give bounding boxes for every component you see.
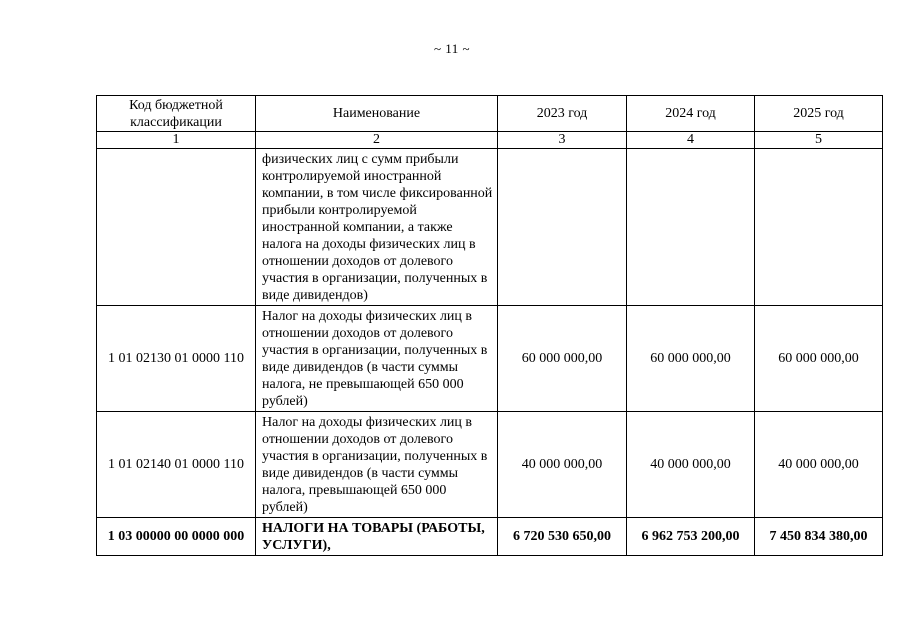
budget-table — [96, 95, 883, 556]
header-name: Наименование — [256, 96, 498, 132]
column-number: 5 — [755, 132, 883, 149]
value-2023: 40 000 000,00 — [498, 412, 627, 518]
item-name: Налог на доходы физических лиц в отношении доходов от долевого участия в организации, полученных в виде дивидендов (в части суммы налога, не превышающей 650 000 рублей) — [256, 306, 498, 412]
item-name: Налог на доходы физических лиц в отношении доходов от долевого участия в организации, полученных в виде дивидендов (в части суммы налога, превышающей 650 000 рублей) — [256, 412, 498, 518]
header-2023: 2023 год — [498, 96, 627, 132]
column-number-row — [97, 132, 883, 149]
table-row-total — [97, 518, 883, 556]
column-number: 3 — [498, 132, 627, 149]
table-row — [97, 306, 883, 412]
value-2024: 60 000 000,00 — [627, 306, 755, 412]
table-row — [97, 412, 883, 518]
header-2025: 2025 год — [755, 96, 883, 132]
item-name: НАЛОГИ НА ТОВАРЫ (РАБОТЫ, УСЛУГИ), — [256, 518, 498, 556]
value-2025 — [755, 149, 883, 306]
header-2024: 2024 год — [627, 96, 755, 132]
value-2023 — [498, 149, 627, 306]
value-2023: 6 720 530 650,00 — [498, 518, 627, 556]
header-code: Код бюджетной классификации — [97, 96, 256, 132]
value-2023: 60 000 000,00 — [498, 306, 627, 412]
value-2025: 60 000 000,00 — [755, 306, 883, 412]
table-row — [97, 149, 883, 306]
column-number: 2 — [256, 132, 498, 149]
value-2024 — [627, 149, 755, 306]
value-2024: 40 000 000,00 — [627, 412, 755, 518]
budget-code: 1 01 02130 01 0000 110 — [97, 306, 256, 412]
column-number: 4 — [627, 132, 755, 149]
value-2025: 40 000 000,00 — [755, 412, 883, 518]
table-header-row — [97, 96, 883, 132]
item-name: физических лиц с сумм прибыли контролируемой иностранной компании, в том числе фиксированной прибыли контролируемой иностранной компании, а также налога на доходы физических лиц в отношении доходов от долевого участия в организации, полученных в виде дивидендов) — [256, 149, 498, 306]
column-number: 1 — [97, 132, 256, 149]
page-number: ~ 11 ~ — [433, 41, 471, 56]
budget-code — [97, 149, 256, 306]
budget-code: 1 03 00000 00 0000 000 — [97, 518, 256, 556]
value-2025: 7 450 834 380,00 — [755, 518, 883, 556]
budget-code: 1 01 02140 01 0000 110 — [97, 412, 256, 518]
value-2024: 6 962 753 200,00 — [627, 518, 755, 556]
